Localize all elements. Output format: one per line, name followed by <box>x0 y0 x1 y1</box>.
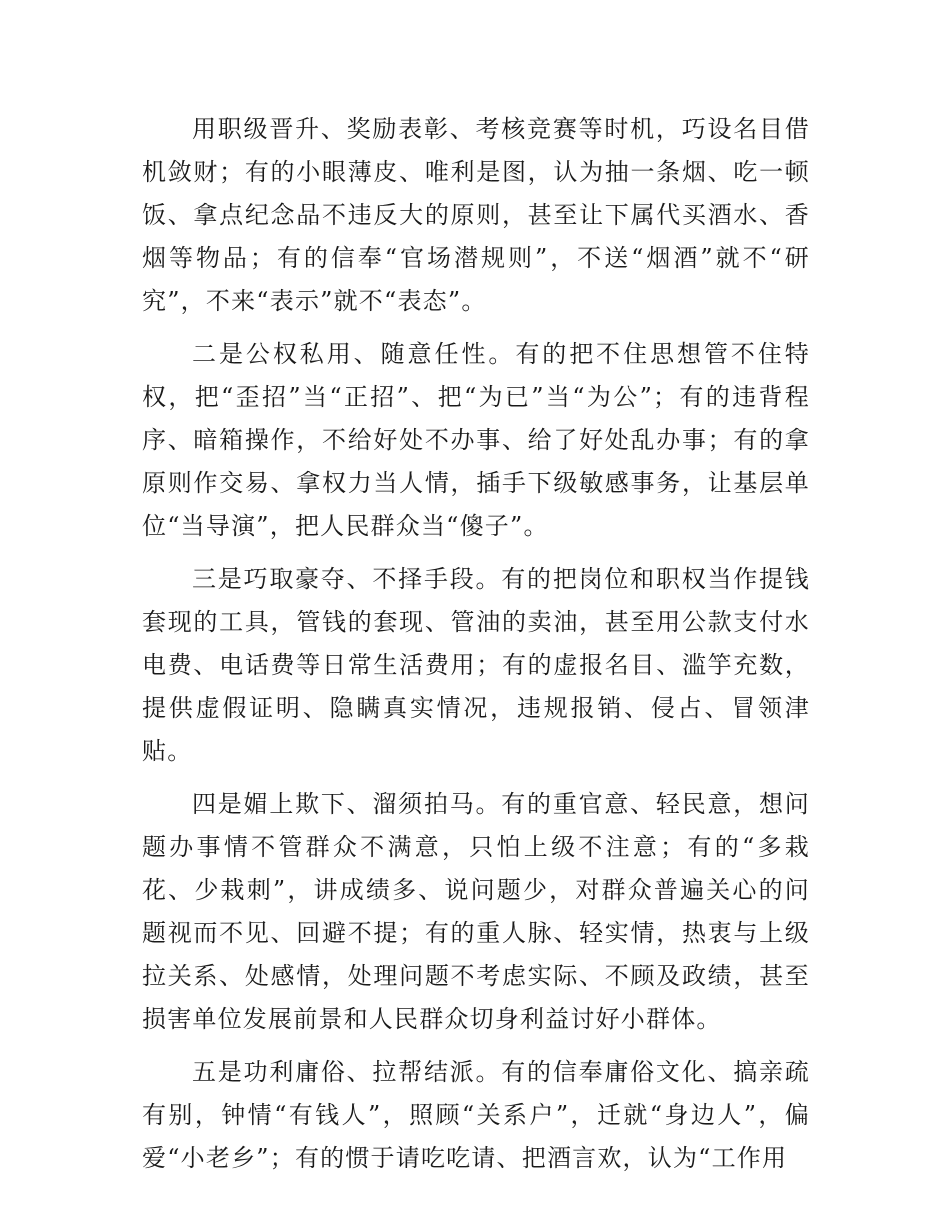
paragraph-2: 二是公权私用、随意任性。有的把不住思想管不住特权，把“歪招”当“正招”、把“为已”当“为公”；有的违背程序、暗箱操作，不给好处不办事、给了好处乱办事；有的拿原则作交易、拿权力当人情，插手下级敏感事务，让基层单位“当导演”，把人民群众当“傻子”。 <box>142 340 810 540</box>
paragraph-3: 三是巧取豪夺、不择手段。有的把岗位和职权当作提钱套现的工具，管钱的套现、管油的卖油，甚至用公款支付水电费、电话费等日常生活费用；有的虚报名目、滥竽充数，提供虚假证明、隐瞒真实情况，违规报销、侵占、冒领津贴。 <box>142 565 810 765</box>
paragraph-1: 用职级晋升、奖励表彰、考核竞赛等时机，巧设名目借机敛财；有的小眼薄皮、唯利是图，认为抽一条烟、吃一顿饭、拿点纪念品不违反大的原则，甚至让下属代买酒水、香烟等物品；有的信奉“官场潜规则”，不送“烟酒”就不“研究”，不来“表示”就不“表态”。 <box>142 115 810 315</box>
document-body <box>142 108 810 1190</box>
paragraph-4: 四是媚上欺下、溜须拍马。有的重官意、轻民意，想问题办事情不管群众不满意，只怕上级不注意；有的“多栽花、少栽刺”，讲成绩多、说问题少，对群众普遍关心的问题视而不见、回避不提；有的重人脉、轻实情，热衷与上级拉关系、处感情，处理问题不考虑实际、不顾及政绩，甚至损害单位发展前景和人民群众切身利益讨好小群体。 <box>142 790 810 1033</box>
paragraph-5: 五是功利庸俗、拉帮结派。有的信奉庸俗文化、搞亲疏有别，钟情“有钱人”，照顾“关系户”，迁就“身边人”，偏爱“小老乡”；有的惯于请吃吃请、把酒言欢，认为“工作用 <box>142 1058 810 1172</box>
